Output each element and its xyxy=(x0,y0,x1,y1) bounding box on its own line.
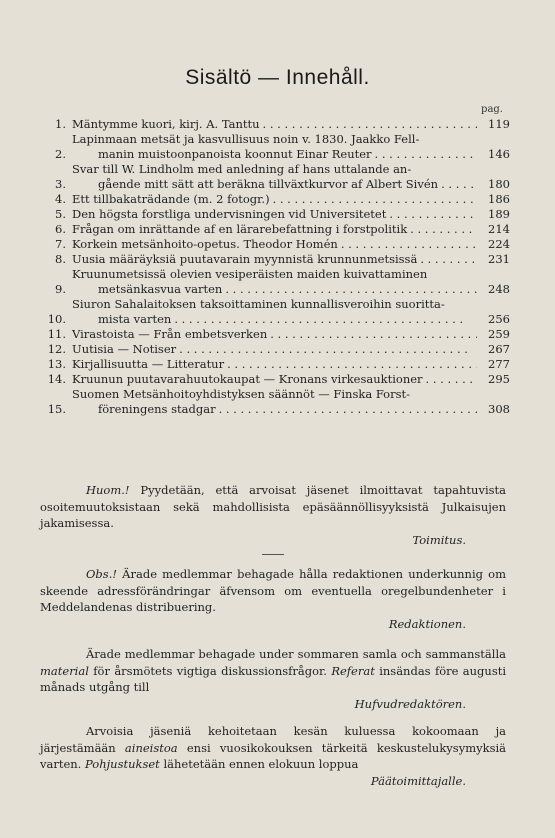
toc-entry-title xyxy=(72,267,480,297)
toc-entry-number: 3. xyxy=(55,177,66,191)
toc-entry-number: 11. xyxy=(47,327,66,341)
toc-entry-title xyxy=(72,117,480,132)
note-arade-text-2: för årsmötets vigtiga diskussionsfrågor. xyxy=(93,663,327,678)
toc-entry-line xyxy=(72,117,480,132)
note-arade-text-1: Ärade medlemmar behagade under sommaren samla och sammanställa xyxy=(86,647,506,661)
toc-entry-page: 231 xyxy=(488,252,510,266)
toc-entry-number: 12. xyxy=(47,342,66,356)
toc-entry xyxy=(30,162,510,192)
toc-entry-page: 119 xyxy=(488,117,510,131)
note-obs xyxy=(40,566,506,632)
dot-leader xyxy=(225,282,477,297)
dot-leader xyxy=(420,252,477,267)
toc-entry-number: 8. xyxy=(55,252,66,266)
toc-entry-line xyxy=(72,252,480,267)
toc-entry-title xyxy=(72,237,480,252)
note-arvoisia xyxy=(40,723,506,789)
dot-leader xyxy=(174,312,477,327)
table-of-contents xyxy=(30,117,510,417)
toc-entry-page: 180 xyxy=(488,177,510,191)
toc-entry-page: 259 xyxy=(488,327,510,341)
toc-entry xyxy=(30,297,510,327)
toc-entry-page: 186 xyxy=(488,192,510,206)
note-arvoisia-text-1: Arvoisia jäseniä kehoitetaan kesän kuluessa kokoomaan ja järjestämään xyxy=(40,724,506,755)
toc-entry-number: 14. xyxy=(47,372,66,386)
toc-entry-title xyxy=(72,132,480,162)
toc-entry-line-text: Kruunumetsissä olevien vesiperäisten maiden kuivattaminen xyxy=(72,267,428,281)
toc-entry-line-text: Lapinmaan metsät ja kasvullisuus noin v. 1830. Jaakko Fell- xyxy=(72,132,420,146)
note-arvoisia-text-2: ensi vuosikokouksen tärkeitä keskustelukysymyksiä varten. xyxy=(40,740,507,771)
toc-entry-page: 256 xyxy=(488,312,510,326)
toc-entry-line xyxy=(72,387,480,402)
note-arvoisia-aineistoa: aineistoa xyxy=(124,740,178,755)
toc-entry-line-text: Kirjallisuutta — Litteratur xyxy=(72,357,225,371)
page-title: Sisältö — Innehåll. xyxy=(185,66,370,89)
toc-entry-line-text: mista varten xyxy=(98,312,172,326)
toc-entry-line-text: Kruunun puutavarahuutokaupat — Kronans virkesauktioner xyxy=(72,372,423,386)
toc-entry-page: 295 xyxy=(488,372,510,386)
dot-leader xyxy=(426,372,477,387)
toc-entry-number: 15. xyxy=(47,402,66,416)
toc-entry-title xyxy=(72,192,480,207)
toc-entry-title xyxy=(72,222,480,237)
toc-entry-page: 277 xyxy=(488,357,510,371)
toc-entry-number: 7. xyxy=(55,237,66,251)
dot-leader xyxy=(270,327,477,342)
toc-entry-title xyxy=(72,387,480,417)
toc-entry-line-text: Ett tillbakaträdande (m. 2 fotogr.) xyxy=(72,192,270,206)
toc-entry-line xyxy=(72,327,480,342)
toc-entry-line xyxy=(72,372,480,387)
toc-entry-line xyxy=(72,237,480,252)
toc-entry-page: 308 xyxy=(488,402,510,416)
note-obs-label: Obs.! xyxy=(86,567,117,581)
toc-entry xyxy=(30,252,510,267)
dot-leader xyxy=(389,207,477,222)
toc-entry-page: 248 xyxy=(488,282,510,296)
toc-entry-line-text: Uutisia — Notiser xyxy=(72,342,177,356)
toc-entry xyxy=(30,117,510,132)
toc-entry-line xyxy=(72,162,480,177)
dot-leader xyxy=(273,192,477,207)
toc-entry-page: 189 xyxy=(488,207,510,221)
toc-entry xyxy=(30,267,510,297)
note-huom-label: Huom.! xyxy=(86,483,130,497)
toc-entry-line-text: Korkein metsänhoito-opetus. Theodor Homén xyxy=(72,237,338,251)
toc-entry-number: 4. xyxy=(55,192,66,206)
toc-entry xyxy=(30,342,510,357)
toc-entry-line xyxy=(72,312,480,327)
toc-entry-title xyxy=(72,327,480,342)
note-arvoisia-text-3: lähetetään ennen elokuun loppua xyxy=(163,757,359,771)
toc-entry-line-text: föreningens stadgar xyxy=(98,402,216,416)
note-huom-signature: Toimitus. xyxy=(412,532,466,547)
toc-entry-line-text: Uusia määräyksiä puutavarain myynnistä krunnunmetsissä xyxy=(72,252,418,266)
divider xyxy=(262,554,284,555)
toc-entry xyxy=(30,222,510,237)
dot-leader xyxy=(441,177,477,192)
note-arvoisia-signature: Päätoimittajalle. xyxy=(370,773,466,788)
toc-entry-line xyxy=(72,297,480,312)
toc-entry-line-text: Suomen Metsänhoitoyhdistyksen säännöt — Finska Forst- xyxy=(72,387,411,401)
note-obs-signature: Redaktionen. xyxy=(388,616,466,631)
toc-entry-line-text: Mäntymme kuori, kirj. A. Tanttu xyxy=(72,117,260,131)
toc-entry-line xyxy=(72,207,480,222)
toc-entry xyxy=(30,357,510,372)
toc-entry-line xyxy=(72,132,480,147)
toc-entry-title xyxy=(72,297,480,327)
toc-entry xyxy=(30,237,510,252)
dot-leader xyxy=(341,237,477,252)
toc-entry-title xyxy=(72,372,480,387)
toc-entry xyxy=(30,387,510,417)
toc-entry-line xyxy=(72,147,480,162)
toc-entry-line-text: metsänkasvua varten xyxy=(98,282,223,296)
dot-leader xyxy=(375,147,477,162)
note-obs-text: Ärade medlemmar behagade hålla redaktionen underkunnig om skeende adressförändringar äfvensom om eventuella oregelbundenheter i Meddelandenas distribuering. xyxy=(40,567,507,614)
toc-entry-line-text: Svar till W. Lindholm med anledning af hans uttalande an- xyxy=(72,162,412,176)
toc-entry-line-text: Siuron Sahalaitoksen taksoittaminen kunnallisveroihin suoritta- xyxy=(72,297,445,311)
toc-entry-number: 6. xyxy=(55,222,66,236)
toc-entry-line-text: manin muistoonpanoista koonnut Einar Reuter xyxy=(98,147,372,161)
toc-entry-number: 10. xyxy=(47,312,66,326)
note-arade xyxy=(40,646,506,712)
toc-entry-number: 9. xyxy=(55,282,66,296)
toc-entry-title xyxy=(72,252,480,267)
toc-entry-title xyxy=(72,357,480,372)
note-arvoisia-pohjustukset: Pohjustukset xyxy=(85,757,160,771)
toc-entry-line xyxy=(72,177,480,192)
toc-entry-line-text: Frågan om inrättande af en lärarebefattning i forstpolitik xyxy=(72,222,408,236)
dot-leader xyxy=(263,117,477,132)
note-arade-material: material xyxy=(40,663,89,678)
toc-entry-line xyxy=(72,357,480,372)
page-column-label: pag. xyxy=(481,104,503,115)
toc-entry-line xyxy=(72,342,480,357)
note-arade-signature: Hufvudredaktören. xyxy=(354,696,466,711)
dot-leader xyxy=(227,357,477,372)
toc-entry-line-text: gående mitt sätt att beräkna tillväxtkurvor af Albert Sivén xyxy=(98,177,439,191)
toc-entry xyxy=(30,192,510,207)
toc-entry-page: 146 xyxy=(488,147,510,161)
toc-entry-title xyxy=(72,162,480,192)
dot-leader xyxy=(179,342,477,357)
toc-entry-title xyxy=(72,342,480,357)
toc-entry-line-text: Den högsta forstliga undervisningen vid Universitetet xyxy=(72,207,387,221)
toc-entry xyxy=(30,207,510,222)
note-huom xyxy=(40,482,506,560)
toc-entry xyxy=(30,132,510,162)
note-arade-referat: Referat xyxy=(331,663,375,678)
toc-entry-page: 214 xyxy=(488,222,510,236)
toc-entry-line-text: Virastoista — Från embetsverken xyxy=(72,327,268,341)
toc-entry-number: 2. xyxy=(55,147,66,161)
toc-entry-line xyxy=(72,222,480,237)
toc-entry xyxy=(30,372,510,387)
toc-entry-line xyxy=(72,267,480,282)
toc-entry-number: 1. xyxy=(55,117,66,131)
toc-entry-line xyxy=(72,402,480,417)
toc-entry-number: 13. xyxy=(47,357,66,371)
toc-entry-line xyxy=(72,282,480,297)
note-huom-text: Pyydetään, että arvoisat jäsenet ilmoittavat tapahtuvista osoitemuutoksistaan sekä mahdollisista epäsäännöllisyyksistä Julkaisujen jakamisessa. xyxy=(40,483,507,530)
toc-entry-page: 224 xyxy=(488,237,510,251)
toc-entry-number: 5. xyxy=(55,207,66,221)
toc-entry-page: 267 xyxy=(488,342,510,356)
toc-entry-line xyxy=(72,192,480,207)
toc-entry xyxy=(30,327,510,342)
note-arade-text-3: insändas före augusti månads utgång till xyxy=(40,663,507,694)
dot-leader xyxy=(219,402,477,417)
toc-entry-title xyxy=(72,207,480,222)
dot-leader xyxy=(410,222,477,237)
